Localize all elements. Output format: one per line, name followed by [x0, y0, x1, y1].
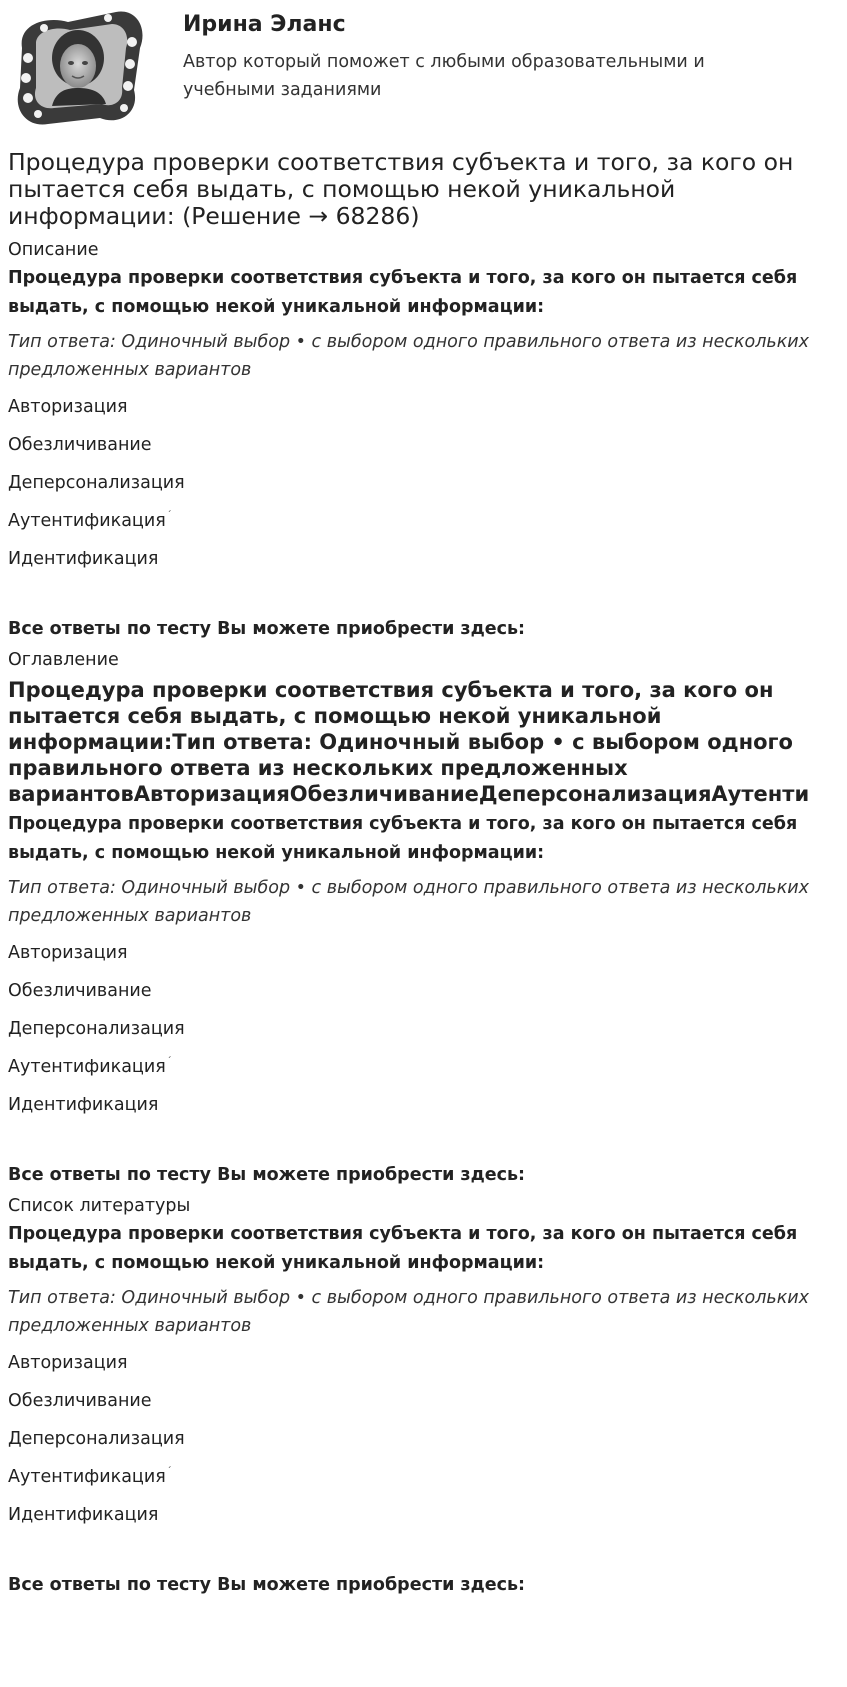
- question-text: Процедура проверки соответствия субъекта и того, за кого он пытается себя выдать, с помощью некой уникальной информации:: [8, 1224, 798, 1273]
- option-item: Аутентификация ˊ: [8, 510, 172, 531]
- option-item: Обезличивание: [8, 1391, 152, 1411]
- toc-heading: Процедура проверки соответствия субъекта и того, за кого он пытается себя выдать, с помощью некой уникальной информации:Тип ответа: Одиночный выбор • с выбором одного правильного ответа из нескольких предложенных вариантовАвторизацияОбезличиваниеДеперсонализацияАутенти: [8, 678, 810, 806]
- author-header: [0, 0, 847, 135]
- option-item: Авторизация: [8, 943, 128, 963]
- option-item: Авторизация: [8, 397, 128, 417]
- section-label-literature: Список литературы: [8, 1196, 191, 1216]
- option-item: Идентификация: [8, 1095, 159, 1115]
- page-title: Процедура проверки соответствия субъекта и того, за кого он пытается себя выдать, с помощью некой уникальной информации: (Решение → 68286): [8, 148, 794, 230]
- options-list: [8, 1346, 839, 1536]
- check-mark-icon: ˊ: [166, 510, 172, 521]
- literature-section: [8, 1195, 839, 1596]
- option-item: Идентификация: [8, 1505, 159, 1525]
- author-name[interactable]: Ирина Эланс: [183, 12, 346, 37]
- question-text: Процедура проверки соответствия субъекта и того, за кого он пытается себя выдать, с помощью некой уникальной информации:: [8, 268, 798, 317]
- option-item: Идентификация: [8, 549, 159, 569]
- author-description: Автор который поможет с любыми образовательными и учебными заданиями: [183, 52, 705, 100]
- option-item: Деперсонализация: [8, 473, 185, 493]
- option-item: Авторизация: [8, 1353, 128, 1373]
- section-label-toc: Оглавление: [8, 650, 119, 670]
- buy-answers-text: Все ответы по тесту Вы можете приобрести здесь:: [8, 1165, 526, 1185]
- buy-answers-text: Все ответы по тесту Вы можете приобрести здесь:: [8, 619, 526, 639]
- work-content: [0, 149, 847, 1596]
- section-label-description: Описание: [8, 240, 99, 260]
- option-item: Деперсонализация: [8, 1429, 185, 1449]
- option-item: Обезличивание: [8, 435, 152, 455]
- answer-type: Тип ответа: Одиночный выбор • с выбором одного правильного ответа из нескольких предложенных вариантов: [8, 1288, 810, 1336]
- toc-section: [8, 649, 839, 1186]
- film-reel-frame-icon: [8, 8, 148, 126]
- options-list: [8, 936, 839, 1126]
- options-list: [8, 390, 839, 580]
- answer-type: Тип ответа: Одиночный выбор • с выбором одного правильного ответа из нескольких предложенных вариантов: [8, 332, 810, 380]
- option-item: Аутентификация ˊ: [8, 1056, 172, 1077]
- option-item: Деперсонализация: [8, 1019, 185, 1039]
- buy-answers-text: Все ответы по тесту Вы можете приобрести здесь:: [8, 1575, 526, 1595]
- answer-type: Тип ответа: Одиночный выбор • с выбором одного правильного ответа из нескольких предложенных вариантов: [8, 878, 810, 926]
- question-text: Процедура проверки соответствия субъекта и того, за кого он пытается себя выдать, с помощью некой уникальной информации:: [8, 814, 798, 863]
- description-section: [8, 239, 839, 640]
- check-mark-icon: ˊ: [166, 1056, 172, 1067]
- option-item: Аутентификация ˊ: [8, 1466, 172, 1487]
- author-avatar[interactable]: [8, 8, 148, 126]
- check-mark-icon: ˊ: [166, 1466, 172, 1477]
- option-item: Обезличивание: [8, 981, 152, 1001]
